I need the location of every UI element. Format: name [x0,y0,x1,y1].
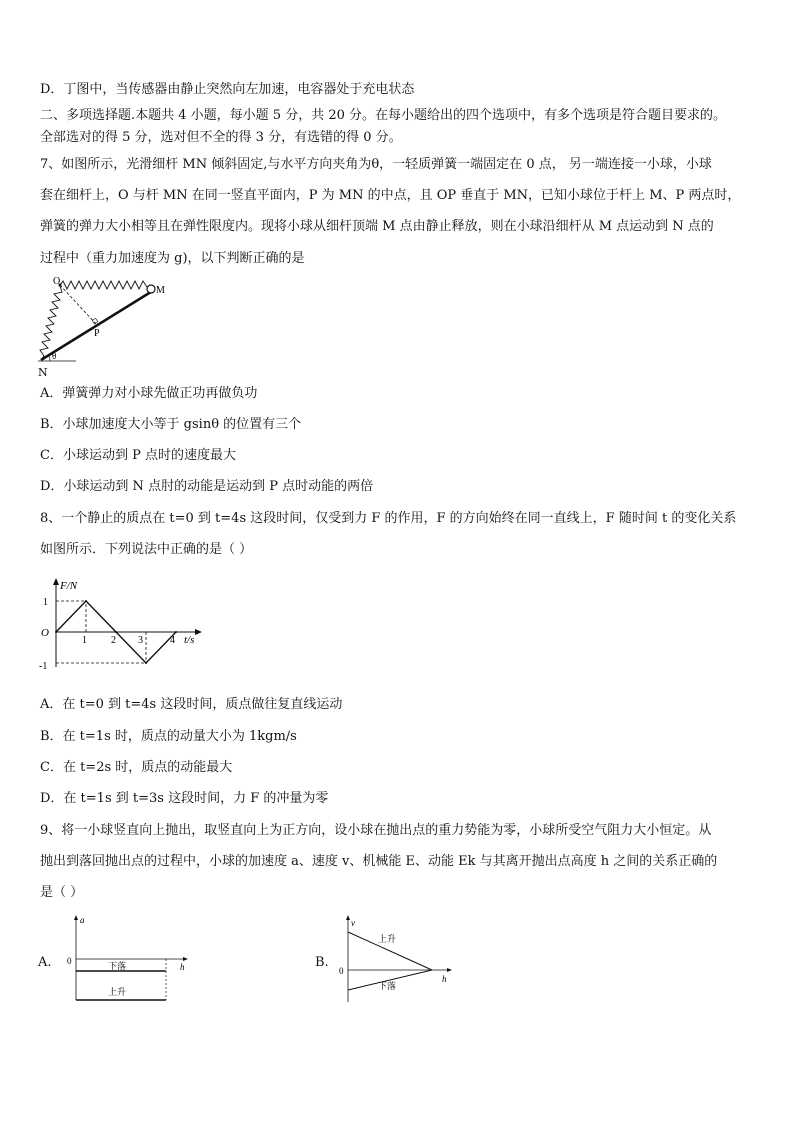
q7-option-c: C．小球运动到 P 点时的速度最大 [40,448,236,463]
q9-option-b-graph [336,914,466,1006]
q8-force-time-chart [36,577,206,675]
y-axis-arrow [53,578,59,585]
y-axis-label: F/N [60,580,78,592]
section-rules: 全部选对的得 5 分，选对但不全的得 3 分，有选错的得 0 分。 [40,130,402,145]
section-heading: 二、多项选择题.本题共 4 小题，每小题 5 分，共 20 分。在每小题给出的四个选项中，有多个选项是符合题目要求的。 [40,108,727,123]
label-p: P [94,328,100,339]
a-axis-label: a [80,915,85,925]
label-m: M [156,285,165,296]
q9-stem-3: 是（ ） [40,885,84,900]
x-tick-3: 3 [138,635,143,646]
q8-option-a: A．在 t=0 到 t=4s 这段时间，质点做往复直线运动 [40,697,343,712]
op-dashed-line [60,285,96,324]
option-7prev-D: D．丁图中，当传感器由静止突然向左加速，电容器处于充电状态 [40,82,415,97]
q8-stem-2: 如图所示．下列说法中正确的是（ ） [40,542,253,557]
a-axis-arrow [74,915,78,920]
y-tick-1: 1 [43,597,48,608]
q7-stem-2: 套在细杆上，O 与杆 MN 在同一竖直平面内，P 为 MN 的中点，且 OP 垂直于 MN，已知小球位于杆上 M、P 两点时， [40,188,741,203]
q9-option-b-label: B. [315,955,329,970]
descent-label: 下落 [108,961,127,971]
label-o: O [53,276,61,287]
ascent-label: 上升 [378,934,397,944]
q9-stem-1: 9、将一小球竖直向上抛出，取竖直向上为正方向，设小球在抛出点的重力势能为零，小球所受空气阻力大小恒定。从 [40,823,712,838]
x-axis-arrow [195,629,202,635]
v-axis-label: v [351,918,355,928]
q9-stem-2: 抛出到落回抛出点的过程中，小球的加速度 a、速度 v、机械能 E、动能 Ek 与其离开抛出点高度 h 之间的关系正确的 [40,854,718,869]
x-tick-4: 4 [170,635,175,646]
h-axis-arrow [447,968,452,972]
q8-option-d: D．在 t=1s 到 t=3s 这段时间，力 F 的冲量为零 [40,791,329,806]
q9-option-a-graph [62,914,202,1004]
q8-option-c: C．在 t=2s 时，质点的动能最大 [40,760,233,775]
x-tick-2: 2 [111,635,116,646]
q7-option-b: B．小球加速度大小等于 gsinθ 的位置有三个 [40,417,302,432]
h-axis-label: h [442,974,447,984]
q7-stem-1: 7、如图所示，光滑细杆 MN 倾斜固定,与水平方向夹角为θ，一轻质弹簧一端固定在 0 点， 另一端连接一小球，小球 [40,157,712,172]
origin-label: 0 [67,956,72,966]
origin-label: O [41,627,49,639]
q7-stem-3: 弹簧的弹力大小相等且在弹性限度内。现将小球从细杆顶端 M 点由静止释放，则在小球沿细杆从 M 点运动到 N 点的 [40,219,714,234]
ball-at-m [147,285,155,293]
q7-option-d: D．小球运动到 N 点肘的动能是运动到 P 点时动能的两倍 [40,479,374,494]
h-axis-label: h [180,962,185,972]
q8-stem-1: 8、一个静止的质点在 t=0 到 t=4s 这段时间，仅受到力 F 的作用，F 的方向始终在同一直线上，F 随时间 t 的变化关系 [40,511,737,526]
v-axis-arrow [346,915,350,920]
x-tick-1: 1 [82,635,87,646]
label-theta: θ [52,351,57,361]
h-axis-arrow [183,957,188,961]
spring-horizontal [60,281,150,289]
x-axis-label: t/s [184,634,195,646]
q7-spring-rod-figure [36,272,166,372]
y-tick-minus1: -1 [39,661,48,672]
ascent-label: 上升 [108,987,127,997]
q9-option-a-label: A. [38,955,52,970]
theta-arc [49,356,50,361]
origin-label: 0 [339,966,344,976]
q8-option-b: B．在 t=1s 时，质点的动量大小为 1kgm/s [40,729,297,744]
label-n: N [38,366,48,379]
q7-stem-4: 过程中（重力加速度为 g)，以下判断正确的是 [40,251,305,266]
q7-option-a: A．弹簧弹力对小球先做正功再做负功 [40,386,258,401]
descent-label: 下落 [378,981,397,991]
